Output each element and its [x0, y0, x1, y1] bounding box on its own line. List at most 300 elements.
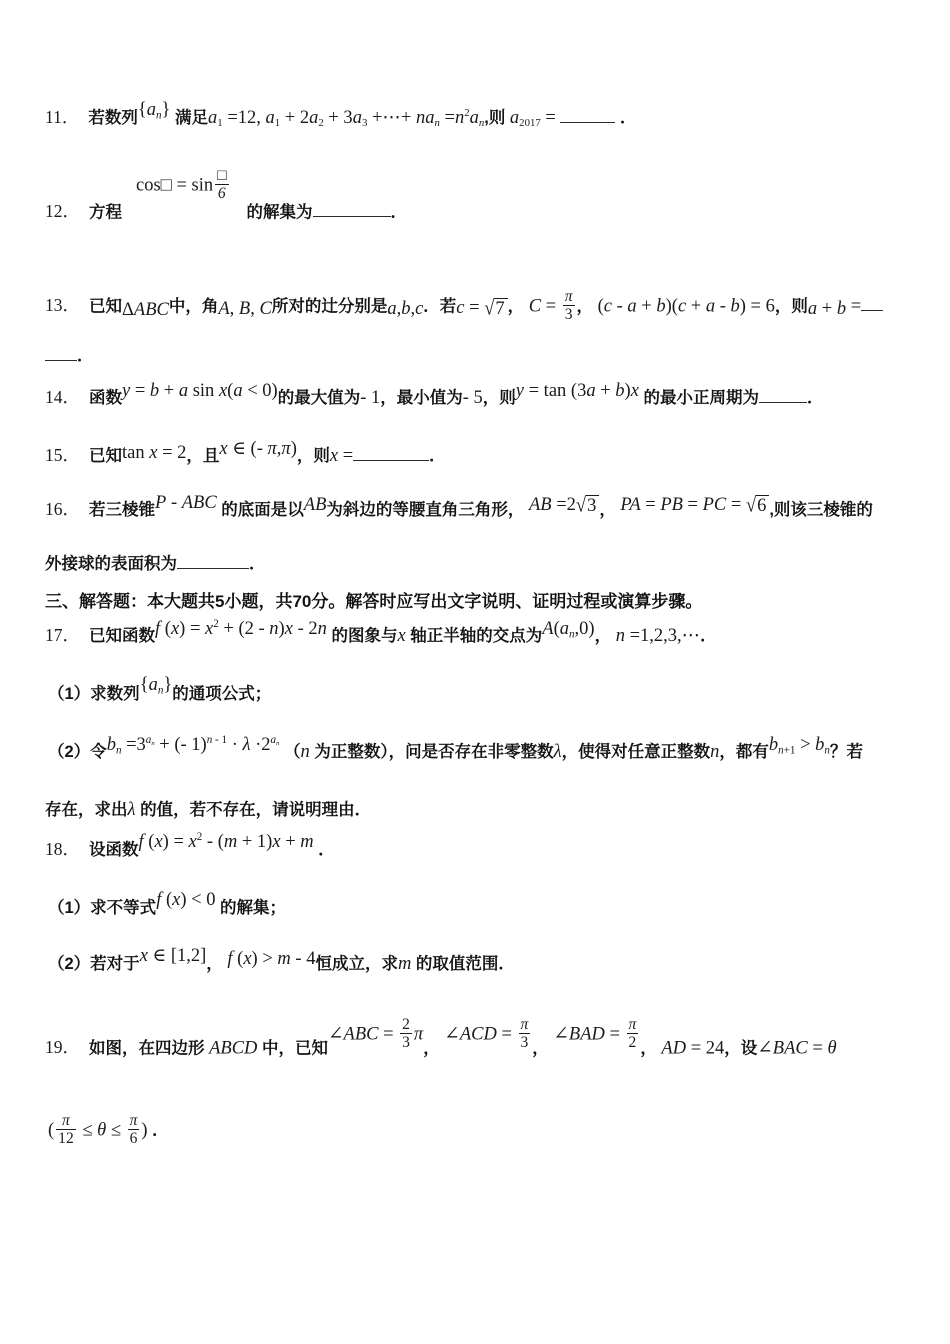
math-roman: (	[160, 619, 171, 639]
math-italic: a	[270, 733, 277, 746]
math-italic: a	[309, 108, 319, 128]
math-roman: ,	[250, 299, 260, 320]
math-italic: b	[149, 381, 160, 401]
text-run: ．	[313, 841, 335, 859]
text-run: ,则该三棱锥的	[769, 501, 873, 519]
fraction	[128, 1112, 140, 1148]
math-roman: 7	[495, 299, 505, 320]
math-italic: x	[397, 626, 406, 646]
math-group	[48, 1112, 148, 1148]
math-group	[140, 946, 207, 967]
math-roman: =3	[121, 735, 146, 755]
math-roman: (	[232, 949, 244, 969]
math-italic: AB	[303, 495, 327, 515]
radical-sign: √	[575, 494, 587, 518]
math-italic: x	[219, 439, 228, 459]
math-italic: c	[415, 299, 424, 320]
question-17-line-1	[45, 617, 717, 650]
math-roman: =	[540, 108, 561, 128]
text-run: 设函数	[89, 841, 139, 859]
math-italic: m	[223, 832, 238, 852]
answer-blank	[313, 199, 391, 217]
math-roman: )(	[665, 296, 678, 317]
math-italic: a	[233, 381, 243, 401]
math-roman: 2	[318, 117, 324, 130]
math-roman: }	[163, 675, 173, 695]
text-run: 若三棱锥	[89, 501, 155, 519]
text-run: 如图，在四边形	[89, 1039, 210, 1058]
text-run: ，	[640, 1039, 662, 1058]
math-roman: =	[130, 381, 150, 401]
text-run: 的最小正周期为	[638, 389, 759, 407]
math-roman: (	[227, 381, 234, 401]
fraction-numerator	[128, 1112, 140, 1129]
math-italic: n	[615, 626, 625, 646]
text-run: ．	[700, 627, 717, 645]
math-italic: x	[284, 619, 293, 639]
text-run: 的取值范围．	[411, 955, 515, 973]
text-run: ．	[807, 389, 824, 407]
subscript	[519, 117, 541, 129]
text-run: 中，已知	[257, 1039, 328, 1058]
text-run: ．	[615, 109, 637, 127]
math-group	[387, 299, 423, 320]
math-italic: π	[129, 1112, 138, 1129]
math-roman: +	[686, 296, 706, 317]
math-italic: PB	[660, 495, 683, 515]
text-run: ．	[390, 203, 407, 222]
math-group	[808, 299, 846, 320]
math-group	[155, 619, 327, 640]
math-italic: y	[122, 381, 131, 401]
math-roman: }	[161, 100, 171, 120]
text-run: 满足	[170, 109, 209, 127]
math-italic: c	[677, 296, 687, 317]
math-italic: A	[218, 299, 230, 320]
math-italic: m	[277, 949, 291, 969]
math-group	[156, 890, 215, 911]
math-italic: a	[509, 108, 520, 128]
math-roman: < 0)	[242, 381, 278, 401]
superscript	[271, 734, 280, 746]
math-roman: -	[715, 296, 731, 317]
math-roman: - 2	[292, 619, 318, 639]
math-roman: + 1)	[237, 832, 273, 852]
math-roman: ) >	[251, 949, 278, 969]
math-roman: (	[161, 890, 173, 910]
math-italic: n	[276, 739, 280, 747]
math-italic: a	[208, 108, 218, 128]
math-italic: n	[157, 684, 164, 697]
math-roman: =2	[551, 495, 576, 515]
fraction	[400, 1016, 412, 1052]
text-run: 函数	[89, 389, 122, 407]
math-roman: Δ	[122, 300, 134, 321]
math-italic: BAD	[568, 1024, 605, 1045]
math-roman: ≤	[106, 1120, 126, 1141]
subscript	[778, 744, 795, 756]
radical-sign: √	[484, 298, 495, 321]
math-roman: + 2	[280, 108, 310, 128]
math-group	[516, 381, 639, 402]
math-roman: =	[378, 1024, 399, 1045]
math-italic: x	[630, 381, 639, 401]
text-run: ．	[429, 447, 446, 465]
math-italic: n	[115, 744, 122, 757]
math-group	[140, 675, 173, 696]
math-group	[138, 100, 171, 121]
math-italic: a	[145, 733, 152, 746]
math-italic: b	[768, 735, 779, 755]
math-roman: 2	[628, 1034, 637, 1052]
item-number: 18．	[45, 839, 80, 859]
math-italic: n	[151, 739, 155, 747]
math-italic: C	[259, 299, 272, 320]
math-group	[122, 167, 247, 203]
math-italic: ACD	[459, 1024, 497, 1045]
math-roman: )	[278, 619, 285, 639]
math-italic: BAC	[772, 1038, 808, 1059]
math-roman: +	[636, 296, 657, 317]
math-roman: - (	[202, 832, 224, 852]
math-italic: x	[272, 832, 281, 852]
math-roman: = 24	[686, 1038, 725, 1059]
text-run: 外接球的表面积为	[45, 555, 177, 573]
text-run: ，	[532, 1039, 554, 1058]
radicand	[586, 495, 599, 516]
math-roman: ,	[229, 299, 239, 320]
math-roman: -	[166, 493, 182, 513]
math-group	[529, 288, 577, 324]
math-italic: π	[413, 1024, 424, 1045]
answer-blank	[353, 443, 429, 461]
subscript	[276, 740, 279, 747]
math-group	[444, 1016, 532, 1052]
math-roman: ,	[256, 108, 266, 128]
math-italic: PC	[702, 495, 727, 515]
math-group	[304, 495, 327, 516]
math-roman: □	[217, 167, 227, 184]
question-19-line-2	[48, 1112, 169, 1148]
math-roman: cos□ = sin	[136, 175, 214, 196]
subscript	[824, 744, 830, 756]
math-italic: C	[528, 296, 542, 317]
question-18-part-2	[48, 948, 515, 978]
item-number: 19．	[45, 1037, 80, 1058]
text-run: ，	[599, 501, 621, 519]
text-run: ，	[206, 955, 228, 973]
math-roman: +	[595, 381, 616, 401]
text-run: ，则	[774, 297, 808, 316]
answer-blank	[560, 105, 615, 123]
math-italic: n	[206, 733, 213, 746]
math-group	[769, 735, 830, 756]
math-roman: + (2 -	[218, 619, 270, 639]
fraction-denominator	[563, 305, 575, 323]
math-group	[529, 495, 599, 517]
question-16-line-2	[45, 548, 266, 578]
fraction-denominator	[56, 1129, 76, 1147]
math-roman: ,	[276, 439, 282, 459]
math-roman: )	[290, 439, 297, 459]
text-run: 的通项公式；	[172, 685, 272, 703]
math-roman: ∠	[757, 1038, 773, 1059]
math-roman: (	[143, 832, 155, 852]
math-italic: θ	[827, 1038, 837, 1059]
item-number: 13．	[45, 295, 80, 316]
text-run: 为斜边的等腰直角三角形，	[326, 501, 529, 519]
radicand	[494, 298, 507, 319]
math-italic: b	[730, 296, 740, 317]
math-italic: π	[281, 439, 291, 459]
text-run: ，则	[482, 389, 516, 407]
math-italic: n	[269, 619, 279, 639]
text-run: ，	[594, 627, 616, 645]
question-11	[45, 102, 637, 132]
math-roman: =	[726, 495, 746, 515]
math-roman: = tan (3	[524, 381, 587, 401]
math-italic: b	[106, 735, 116, 755]
math-roman: =1,2,3,⋯	[624, 626, 701, 646]
radical	[484, 298, 507, 320]
math-roman: =	[439, 108, 455, 128]
text-run: ，最小值为	[380, 389, 463, 407]
math-italic: AD	[661, 1038, 687, 1059]
question-16-line-1	[45, 494, 873, 524]
math-roman: - 5	[462, 388, 483, 408]
math-italic: n	[454, 108, 465, 128]
answer-blank	[45, 343, 77, 361]
question-14	[45, 382, 824, 412]
item-number: 12．	[45, 201, 80, 222]
math-italic: c	[603, 296, 612, 317]
math-roman: =	[604, 1024, 625, 1045]
math-italic: n	[478, 117, 485, 130]
fraction-denominator	[519, 1033, 531, 1051]
math-group	[122, 300, 169, 321]
fraction	[627, 1016, 639, 1052]
math-italic: b	[615, 381, 625, 401]
superscript	[207, 734, 227, 746]
math-roman: (	[597, 296, 604, 317]
math-italic: a	[178, 381, 189, 401]
text-run: ，且	[186, 447, 220, 465]
text-run: 恒成立，求	[315, 955, 398, 973]
math-italic: λ	[127, 800, 136, 820]
math-group	[219, 439, 296, 460]
math-italic: π	[62, 1112, 70, 1129]
math-italic: a	[148, 675, 158, 695]
math-italic: x	[154, 832, 163, 852]
text-run: 中，角	[168, 297, 219, 316]
math-italic: AB	[528, 495, 552, 515]
math-group	[122, 443, 186, 464]
question-17-part-1	[48, 675, 272, 708]
math-roman: = 2	[157, 443, 187, 463]
fraction	[215, 167, 228, 203]
question-15	[45, 440, 446, 470]
fraction	[56, 1112, 76, 1148]
text-run: （1）求数列	[48, 685, 140, 703]
math-roman: 2	[213, 617, 219, 630]
question-17-part-2-cont	[45, 794, 371, 824]
question-17-part-2	[48, 733, 863, 766]
math-roman: ) =	[162, 832, 189, 852]
item-number: 15．	[45, 445, 80, 465]
math-roman: =	[807, 1038, 828, 1059]
text-run: 的值，若不存在，请说明理由．	[135, 801, 372, 819]
math-roman: 1	[274, 117, 281, 130]
math-italic: f	[138, 832, 144, 852]
text-run: ，	[507, 297, 529, 316]
math-italic: a	[559, 619, 569, 639]
text-run: ,则	[484, 109, 510, 127]
radical-sign: √	[745, 494, 757, 518]
math-roman: 2	[196, 830, 203, 843]
question-19-line-1	[45, 1016, 837, 1060]
text-run: ，都有	[719, 743, 769, 761]
math-italic: x	[243, 949, 252, 969]
text-run: 已知函数	[89, 627, 155, 645]
math-group	[553, 1016, 640, 1052]
math-italic: n	[778, 744, 784, 757]
math-roman: =	[846, 296, 862, 317]
math-italic: x	[329, 446, 339, 466]
math-roman: ∠	[444, 1024, 460, 1045]
fraction-numerator	[563, 288, 575, 305]
math-italic: a	[352, 108, 362, 128]
fraction-numerator	[56, 1112, 76, 1129]
math-roman: + (- 1)	[154, 735, 207, 755]
math-italic: f	[155, 619, 161, 639]
text-run: 的解集；	[215, 899, 287, 917]
math-roman: ·	[227, 735, 243, 755]
item-number: 14．	[45, 387, 80, 407]
math-roman: +	[159, 381, 179, 401]
math-roman: 6	[129, 1130, 138, 1148]
math-group	[155, 493, 217, 514]
math-italic: f	[156, 890, 162, 910]
text-run: 已知	[89, 297, 122, 316]
math-roman: tan	[122, 443, 150, 463]
text-run: 方程	[89, 203, 122, 222]
text-run: ．	[249, 555, 266, 573]
math-roman: {	[137, 100, 147, 120]
math-italic: P	[155, 493, 167, 513]
text-run: ．	[147, 1121, 169, 1140]
answer-blank	[177, 551, 249, 569]
math-roman: =	[541, 296, 561, 317]
math-italic: x	[188, 832, 197, 852]
math-roman: 3	[402, 1034, 410, 1052]
math-roman: +	[280, 832, 301, 852]
math-italic: PA	[620, 495, 641, 515]
math-roman: +1	[783, 744, 796, 757]
text-run: ．若	[423, 297, 457, 316]
math-italic: x	[172, 890, 181, 910]
math-italic: n	[156, 109, 162, 122]
math-roman: 3	[564, 306, 573, 324]
fraction-numerator	[215, 167, 228, 184]
math-roman: =	[640, 495, 661, 515]
fraction-denominator	[627, 1033, 639, 1051]
math-roman: ) < 0	[180, 890, 216, 910]
math-italic: ABC	[181, 493, 217, 513]
fraction-numerator	[400, 1016, 412, 1033]
math-group	[620, 495, 769, 517]
math-roman: )	[624, 381, 631, 401]
item-number: 16．	[45, 499, 80, 519]
text-run: 若数列	[88, 109, 138, 127]
math-italic: n	[317, 619, 327, 639]
math-roman: -	[612, 296, 628, 317]
fraction-numerator	[519, 1016, 531, 1033]
math-roman: + 3	[323, 108, 353, 128]
math-italic: b	[656, 296, 666, 317]
math-italic: π	[520, 1016, 529, 1033]
math-italic: π	[564, 288, 573, 305]
math-italic: 6	[217, 185, 226, 203]
math-roman: - 1	[212, 733, 228, 746]
text-run: （2）令	[48, 743, 107, 761]
math-roman: (	[553, 619, 560, 639]
item-number: 17．	[45, 625, 80, 645]
math-italic: n	[569, 628, 575, 641]
math-roman: {	[139, 675, 149, 695]
math-roman: +⋯+	[367, 108, 416, 128]
math-italic: b	[836, 299, 847, 320]
text-run: ，	[423, 1039, 445, 1058]
math-roman: 3	[520, 1034, 529, 1052]
text-run: 的图象与	[326, 627, 398, 645]
text-run: ，则	[296, 447, 330, 465]
answer-blank	[861, 293, 883, 311]
math-roman: 2	[402, 1016, 410, 1033]
text-run: ，使得对任意正整数	[561, 743, 711, 761]
text-run: 的底面是以	[216, 501, 304, 519]
math-italic: λ	[553, 742, 562, 762]
text-run: 存在，求出	[45, 801, 128, 819]
text-run: 的最大值为	[277, 389, 361, 407]
math-roman: 12	[58, 1130, 74, 1148]
math-roman: +	[817, 299, 837, 320]
math-roman: 6	[757, 496, 767, 516]
text-run: 轴正半轴的交点为	[405, 627, 543, 645]
math-roman: =12	[222, 108, 257, 128]
math-italic: λ	[242, 735, 251, 755]
math-italic: a	[705, 296, 716, 317]
math-roman: =	[464, 298, 485, 319]
text-run: ，	[576, 297, 598, 316]
math-italic: c	[456, 298, 465, 319]
math-roman: ·2	[250, 735, 271, 755]
math-roman: 2017	[519, 117, 541, 130]
math-italic: n	[824, 744, 830, 757]
math-italic: a	[387, 299, 397, 320]
math-italic: x	[139, 946, 148, 966]
math-italic: ABCD	[209, 1038, 258, 1059]
fraction-numerator	[627, 1016, 639, 1033]
math-italic: ABC	[343, 1024, 379, 1045]
math-italic: b	[815, 735, 825, 755]
fraction-denominator	[215, 184, 228, 202]
fraction	[519, 1016, 531, 1052]
math-group	[227, 949, 315, 970]
text-run: 所对的辻分别是	[271, 297, 388, 316]
math-italic: na	[415, 108, 435, 128]
math-roman: ∠	[553, 1024, 569, 1045]
math-italic: B	[238, 299, 251, 320]
